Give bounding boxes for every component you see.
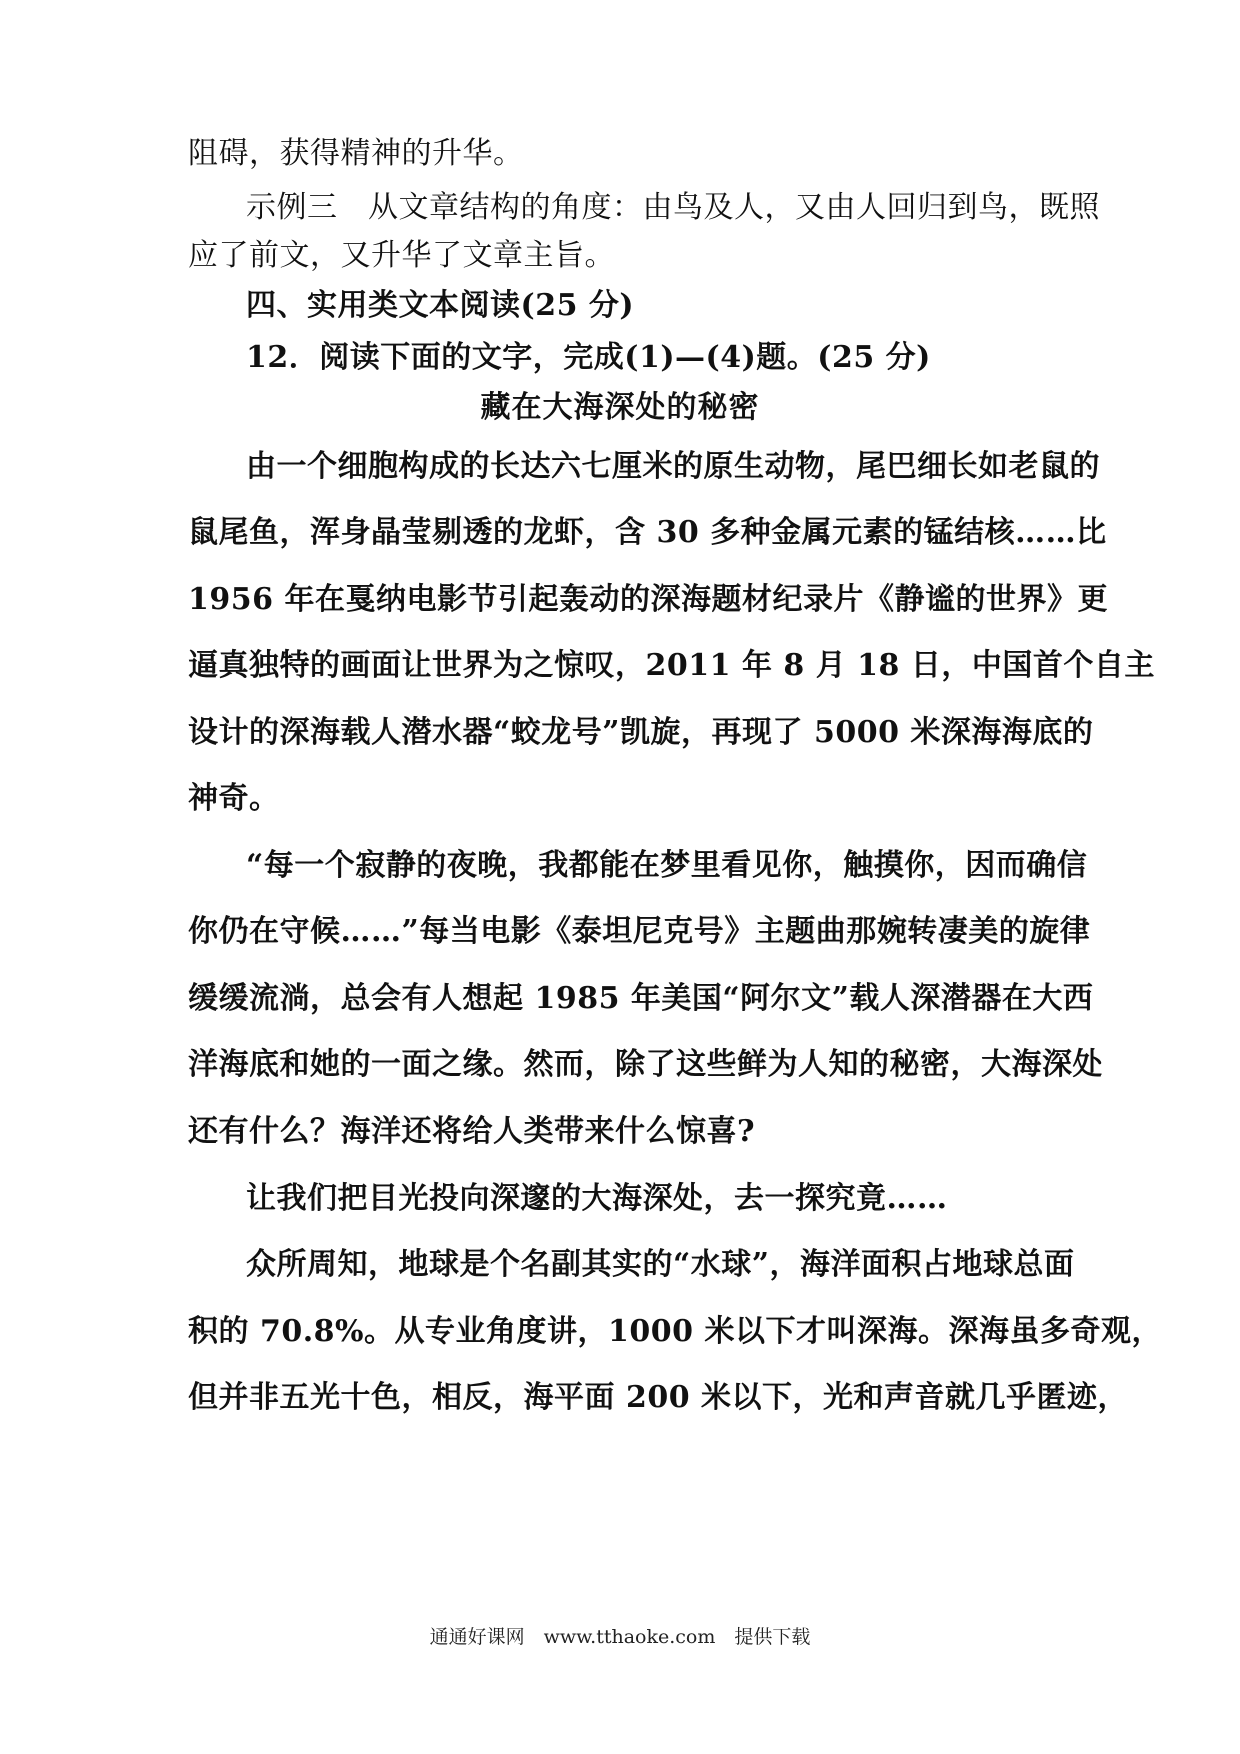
answer-example-three-cont: 应了前文，又升华了文章主旨。 <box>188 238 615 273</box>
article-line: 还有什么？海洋还将给人类带来什么惊喜? <box>188 1114 756 1149</box>
article-line: 你仍在守候……”每当电影《泰坦尼克号》主题曲那婉转凄美的旋律 <box>188 914 1091 949</box>
answer-line-1: 阻碍，获得精神的升华。 <box>188 136 524 171</box>
article-title: 藏在大海深处的秘密 <box>480 390 760 425</box>
article-line: 神奇。 <box>188 781 280 816</box>
article-line: 缓缓流淌，总会有人想起 1985 年美国“阿尔文”载人深潜器在大西 <box>188 981 1094 1016</box>
article-line: 众所周知，地球是个名副其实的“水球”，海洋面积占地球总面 <box>246 1247 1075 1282</box>
page-footer: 通通好课网 www.tthaoke.com 提供下载 <box>429 1626 811 1648</box>
section-heading: 四、实用类文本阅读(25 分) <box>246 288 635 323</box>
article-line: 鼠尾鱼，浑身晶莹剔透的龙虾，含 30 多种金属元素的锰结核……比 <box>188 515 1107 550</box>
answer-example-three: 示例三 从文章结构的角度：由鸟及人，又由人回归到鸟，既照 <box>246 190 1100 225</box>
article-line: “每一个寂静的夜晚，我都能在梦里看见你，触摸你，因而确信 <box>246 848 1088 883</box>
article-line: 1956 年在戛纳电影节引起轰动的深海题材纪录片《静谧的世界》更 <box>188 582 1108 617</box>
question-12: 12．阅读下面的文字，完成(1)—(4)题。(25 分) <box>246 340 931 375</box>
article-line: 逼真独特的画面让世界为之惊叹，2011 年 8 月 18 日，中国首个自主 <box>188 648 1155 683</box>
article-line: 设计的深海载人潜水器“蛟龙号”凯旋，再现了 5000 米深海海底的 <box>188 715 1094 750</box>
article-paragraph-3: 让我们把目光投向深邃的大海深处，去一探究竟…… <box>246 1181 948 1216</box>
article-line: 但并非五光十色，相反，海平面 200 米以下，光和声音就几乎匿迹， <box>188 1380 1129 1415</box>
article-line: 由一个细胞构成的长达六七厘米的原生动物，尾巴细长如老鼠的 <box>246 449 1100 484</box>
article-line: 洋海底和她的一面之缘。然而，除了这些鲜为人知的秘密，大海深处 <box>188 1047 1103 1082</box>
article-line: 积的 70.8%。从专业角度讲，1000 米以下才叫深海。深海虽多奇观， <box>188 1314 1162 1349</box>
